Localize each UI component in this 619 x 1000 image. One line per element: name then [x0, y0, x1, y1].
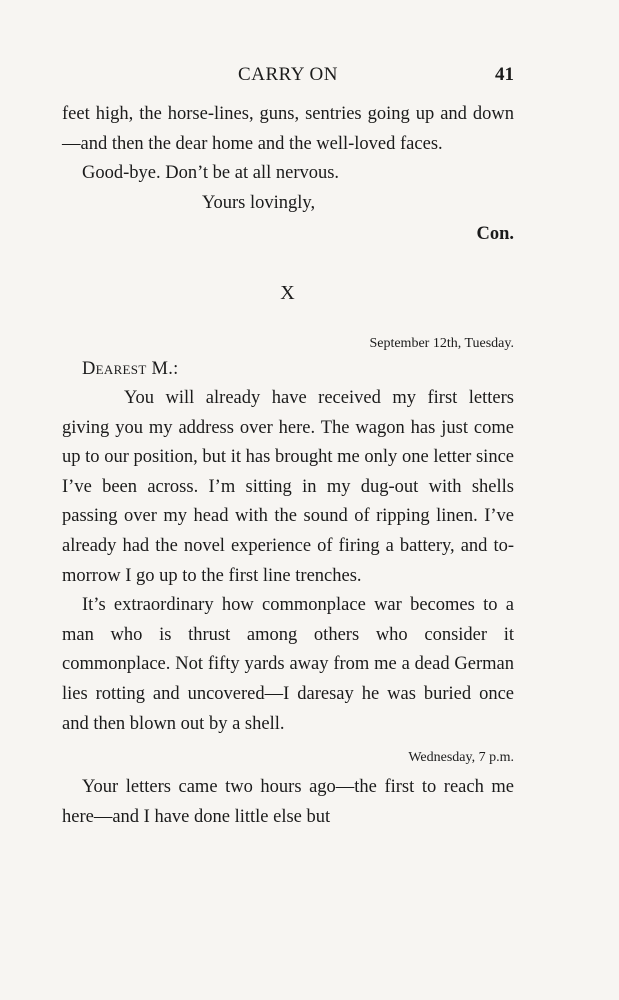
- valediction: Yours lovingly,: [202, 192, 316, 213]
- previous-letter-ending: [62, 100, 514, 250]
- salutation: Dearest M.:: [82, 358, 179, 379]
- letter-body: [62, 333, 514, 832]
- page-header: [62, 0, 514, 100]
- letter-numeral: X: [280, 281, 296, 304]
- letter-paragraph-2: It’s extraordinary how commonplace war becomes to a man who is thrust among others who consider it commonplace. Not fifty yards away from me a dead German lies rotting and uncovered—I daresay he was buried once and then blown out by a shell.: [62, 595, 514, 734]
- page-number: 41: [495, 64, 514, 85]
- goodbye-line: Good-bye. Don’t be at all nervous.: [82, 163, 340, 184]
- running-title: CARRY ON: [238, 64, 338, 85]
- letter-date: September 12th, Tuesday.: [369, 335, 514, 351]
- letter-paragraph-1: You will already have received my first letters giving you my address over here. The wagon has just come up to our position, but it has brought me only one letter since I’ve been across. I’m sitting in my dug-out with shells passing over my head with the sound of ripping linen. I’ve already had the novel experience of firing a battery, and to-morrow I go up to the first line trenches.: [62, 387, 514, 586]
- letter-paragraph-3: Your letters came two hours ago—the first to reach me here—and I have done little else but: [62, 777, 514, 827]
- continuation-paragraph: feet high, the horse-lines, guns, sentries going up and down—and then the dear home and the well-loved faces.: [62, 104, 514, 154]
- second-date: Wednesday, 7 p.m.: [408, 750, 514, 766]
- signature: Con.: [476, 224, 514, 245]
